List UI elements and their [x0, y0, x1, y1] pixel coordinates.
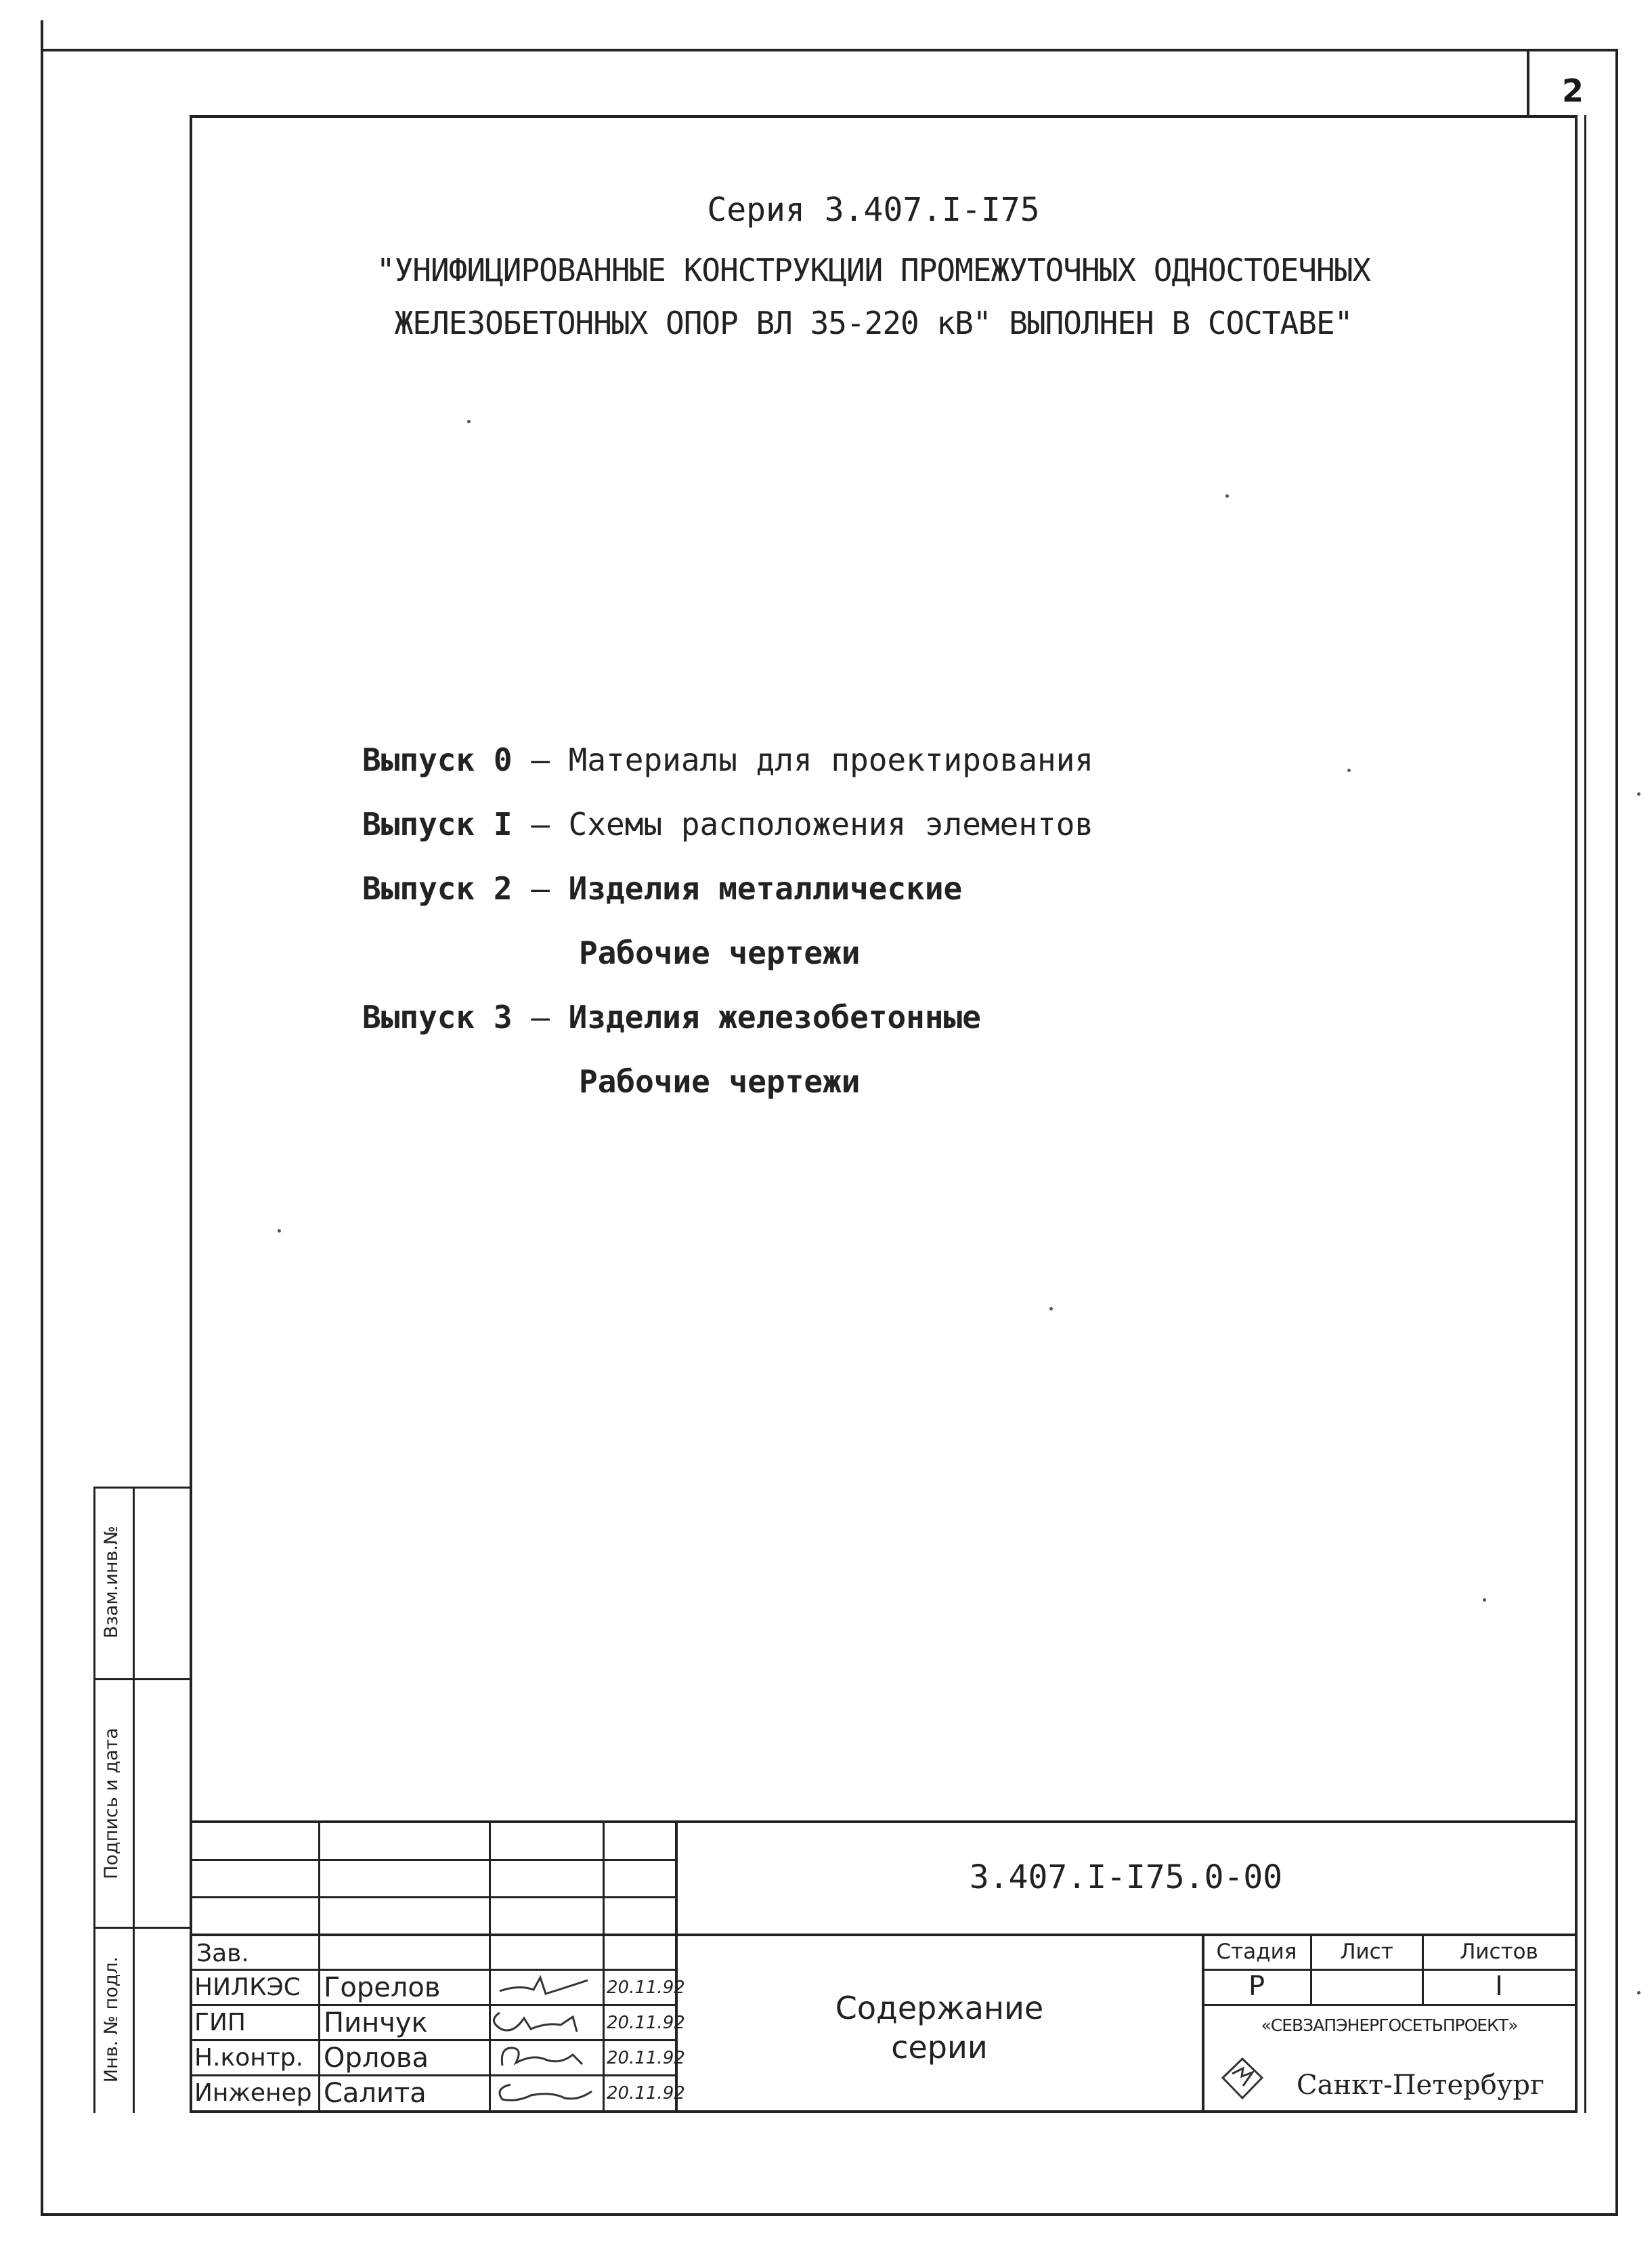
scan-speck: [467, 420, 471, 423]
sheets-header: Листов: [1460, 1940, 1538, 1964]
stub-exchange-inv: Взам.инв.№: [101, 1525, 122, 1639]
issue-text: Изделия металлические: [568, 870, 963, 907]
frame-left-line: [41, 20, 43, 2215]
issue-text: Схемы расположения элементов: [568, 806, 1094, 842]
signatory-name: Орлова: [324, 2043, 429, 2074]
signatory-role: Инженер: [194, 2079, 312, 2107]
signatory-date: 20.11.92: [607, 2048, 685, 2068]
issue-dash: –: [531, 806, 550, 842]
scan-speck: [1483, 1598, 1486, 1602]
scan-speck: [1225, 494, 1229, 498]
stub-sign-date: Подпись и дата: [101, 1728, 122, 1879]
issue-3: [362, 999, 981, 1035]
issue-dash: –: [531, 999, 550, 1035]
organization-city: Санкт-Петербург: [1297, 2070, 1544, 2101]
signatory-role: Н.контр.: [194, 2044, 304, 2072]
organization-name: «СЕВЗАПЭНЕРГОСЕТЬПРОЕКТ»: [1261, 2015, 1518, 2035]
signatory-date: 20.11.92: [607, 2013, 685, 2033]
signatory-role: Зав.: [196, 1940, 249, 1967]
sheet-header: Лист: [1340, 1940, 1393, 1964]
signature-pinchuk: [486, 2005, 601, 2037]
scan-speck: [1637, 792, 1640, 796]
series-title-line1: "УНИФИЦИРОВАННЫЕ КОНСТРУКЦИИ ПРОМЕЖУТОЧНЫХ ОДНОСТОЕЧНЫХ: [376, 252, 1371, 289]
issue-dash: –: [531, 870, 550, 907]
series-number: Серия 3.407.I-I75: [707, 191, 1040, 229]
stub-divider-1: [93, 1678, 192, 1680]
issue-text: Рабочие чертежи: [579, 1063, 861, 1100]
inner-frame-left: [190, 115, 192, 2113]
inner-frame-right: [1575, 115, 1578, 2113]
tb-stage-value-line: [1202, 2004, 1578, 2006]
sheet-number: 2: [1561, 72, 1584, 109]
issue-text: Материалы для проектирования: [568, 742, 1094, 778]
tb-col-line-2: [489, 1820, 491, 2112]
stub-inv-original: Инв. № подл.: [101, 1956, 122, 2083]
scan-speck: [1049, 1307, 1053, 1310]
frame-bottom-line: [41, 2213, 1618, 2216]
inner-frame-bottom: [190, 2110, 1578, 2113]
series-title-line2: ЖЕЛЕЗОБЕТОННЫХ ОПОР ВЛ 35-220 кВ" ВЫПОЛНЕН В СОСТАВЕ": [394, 305, 1353, 341]
tb-main-divider: [190, 1934, 1578, 1936]
issue-2-continuation: [579, 935, 860, 971]
stub-top-line: [93, 1487, 192, 1489]
scan-speck: [278, 1229, 281, 1233]
signatory-name: Пинчук: [324, 2007, 428, 2038]
stub-mid-line: [133, 1487, 135, 2113]
signatory-name: Горелов: [324, 1972, 441, 2003]
stage-header: Стадия: [1216, 1940, 1297, 1964]
issue-0: [362, 742, 1093, 778]
signature-gorelov: [493, 1971, 601, 2002]
organization-logo-icon: [1219, 2056, 1266, 2101]
issue-label: Выпуск 0: [362, 742, 513, 778]
tb-col-line-3: [603, 1820, 605, 2112]
signature-orlova: [493, 2040, 601, 2072]
signature-salita: [490, 2075, 601, 2108]
tb-top-line: [190, 1820, 1578, 1823]
signatory-role: НИЛКЭС: [194, 1973, 301, 2001]
stage-value: Р: [1248, 1971, 1265, 2002]
issue-3-continuation: [579, 1063, 860, 1100]
document-name-line2: серии: [891, 2029, 988, 2066]
issue-label: Выпуск I: [362, 806, 513, 842]
signatory-name: Салита: [324, 2078, 427, 2109]
issue-text: Изделия железобетонные: [568, 999, 981, 1035]
frame-right-line: [1615, 49, 1618, 2216]
stub-left-line: [93, 1487, 95, 2113]
frame-top-line: [41, 49, 1618, 51]
signatory-date: 20.11.92: [607, 2083, 685, 2103]
scan-speck: [1637, 1991, 1640, 1994]
signatory-date: 20.11.92: [607, 1978, 685, 1998]
tb-col-line-1: [318, 1820, 320, 2112]
issue-1: [362, 806, 1093, 842]
issue-label: Выпуск 2: [362, 870, 513, 907]
issue-dash: –: [531, 742, 550, 778]
signatory-role: ГИП: [194, 2009, 246, 2036]
inner-frame-top: [190, 115, 1578, 118]
inner-frame-right-double: [1584, 115, 1586, 2113]
issue-2: [362, 870, 962, 907]
issue-text: Рабочие чертежи: [579, 935, 861, 971]
document-name-line1: Содержание: [835, 1990, 1044, 2026]
sheets-value: I: [1495, 1971, 1503, 2002]
document-code: 3.407.I-I75.0-00: [969, 1858, 1283, 1896]
scan-speck: [1347, 769, 1351, 772]
issue-label: Выпуск 3: [362, 999, 513, 1035]
